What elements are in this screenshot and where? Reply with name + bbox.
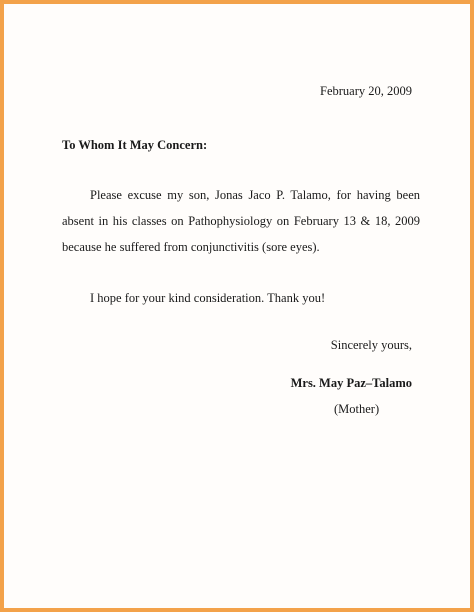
signer-name: Mrs. May Paz–Talamo <box>290 376 412 390</box>
letter-salutation: To Whom It May Concern: <box>62 138 208 152</box>
letter-body-paragraph: I hope for your kind consideration. Thank you! <box>90 291 326 305</box>
letter-date: February 20, 2009 <box>320 84 412 98</box>
letter-body-paragraph: Please excuse my son, Jonas Jaco P. Talamo, for having been absent in his classes on Pathophysiology on February 13 & 18, 2009 because he suffered from conjunctivitis (sore eyes). <box>62 188 420 254</box>
letter-closing: Sincerely yours, <box>330 338 412 352</box>
signer-role: (Mother) <box>334 402 380 416</box>
